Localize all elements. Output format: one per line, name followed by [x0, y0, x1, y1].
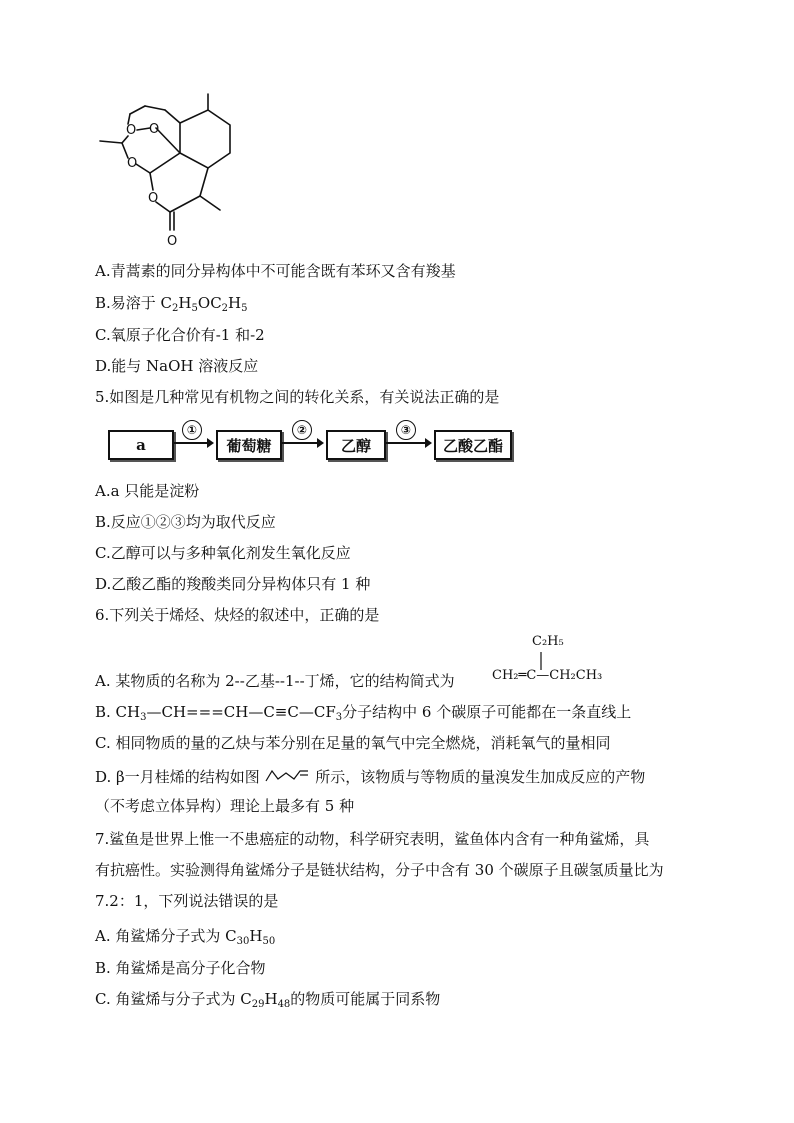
- myrcene-structure-icon: [264, 767, 310, 785]
- q5-option-c: C.乙醇可以与多种氧化剂发生氧化反应: [95, 544, 351, 562]
- flow-arrow-3: [386, 442, 430, 444]
- q6-option-b: B. $CH_3—CH===CH—C\equiv C—CF_3$分子结构中 6 个碳原子可能都在一条直线上: [95, 703, 632, 723]
- flow-step-2: ②: [292, 420, 312, 440]
- q5-stem: 5.如图是几种常见有机物之间的转化关系，有关说法正确的是: [95, 388, 500, 406]
- atom-o-1: O: [126, 123, 137, 138]
- q5-option-a: A.a 只能是淀粉: [95, 482, 200, 500]
- q4-option-c: C.氧原子化合价有-1 和-2: [95, 326, 265, 344]
- atom-o-3: O: [127, 156, 138, 171]
- q6-option-d: D. β一月桂烯的结构如图 所示，该物质与等物质的量溴发生加成反应的产物: [95, 768, 646, 786]
- conversion-flowchart: [108, 422, 513, 466]
- atom-o-5: O: [167, 234, 178, 249]
- structure-main-chain: CH₂═C—CH₂CH₃: [492, 668, 603, 683]
- q7-stem-line-3: 7.2：1，下列说法错误的是: [95, 892, 279, 910]
- structure-substituent: C₂H₅: [532, 634, 564, 649]
- flow-arrow-1: [174, 442, 212, 444]
- q5-option-b: B.反应①②③均为取代反应: [95, 513, 276, 531]
- q7-option-a: A. 角鲨烯分子式为 $C_{30}H_{50}$: [95, 927, 276, 947]
- artemisinin-structure: [90, 88, 250, 258]
- q7-option-b: B. 角鲨烯是高分子化合物: [95, 959, 266, 977]
- q4-option-a: A.青蒿素的同分异构体中不可能含既有苯环又含有羧基: [95, 262, 456, 280]
- atom-o-4: O: [148, 191, 159, 206]
- q7-option-c: C. 角鲨烯与分子式为 $C_{29}H_{48}$的物质可能属于同系物: [95, 990, 441, 1010]
- q7-stem-line-2: 有抗癌性。实验测得角鲨烯分子是链状结构，分子中含有 30 个碳原子且碳氢质量比为: [95, 861, 664, 879]
- flow-arrow-2: [282, 442, 322, 444]
- flow-box-ethyl-acetate: 乙酸乙酯: [434, 430, 512, 460]
- q6-stem: 6.下列关于烯烃、炔烃的叙述中，正确的是: [95, 606, 380, 624]
- q4-option-b: B.易溶于 $C_2H_5OC_2H_5$: [95, 294, 248, 314]
- q4-option-d: D.能与 NaOH 溶液反应: [95, 357, 259, 375]
- flow-box-a: a: [108, 430, 174, 460]
- q6-option-a: A. 某物质的名称为 2--乙基--1--丁烯，它的结构简式为: [95, 672, 455, 690]
- flow-step-3: ③: [396, 420, 416, 440]
- atom-o-2: O: [149, 122, 160, 137]
- q7-stem-line-1: 7.鲨鱼是世界上惟一不患癌症的动物，科学研究表明，鲨鱼体内含有一种角鲨烯，具: [95, 830, 650, 848]
- q5-option-d: D.乙酸乙酯的羧酸类同分异构体只有 1 种: [95, 575, 371, 593]
- flow-box-glucose: 葡萄糖: [216, 430, 282, 460]
- q6-option-d-continued: （不考虑立体异构）理论上最多有 5 种: [95, 797, 355, 815]
- flow-box-ethanol: 乙醇: [326, 430, 386, 460]
- q6-option-c: C. 相同物质的量的乙炔与苯分别在足量的氧气中完全燃烧，消耗氧气的量相同: [95, 734, 611, 752]
- flow-step-1: ①: [182, 420, 202, 440]
